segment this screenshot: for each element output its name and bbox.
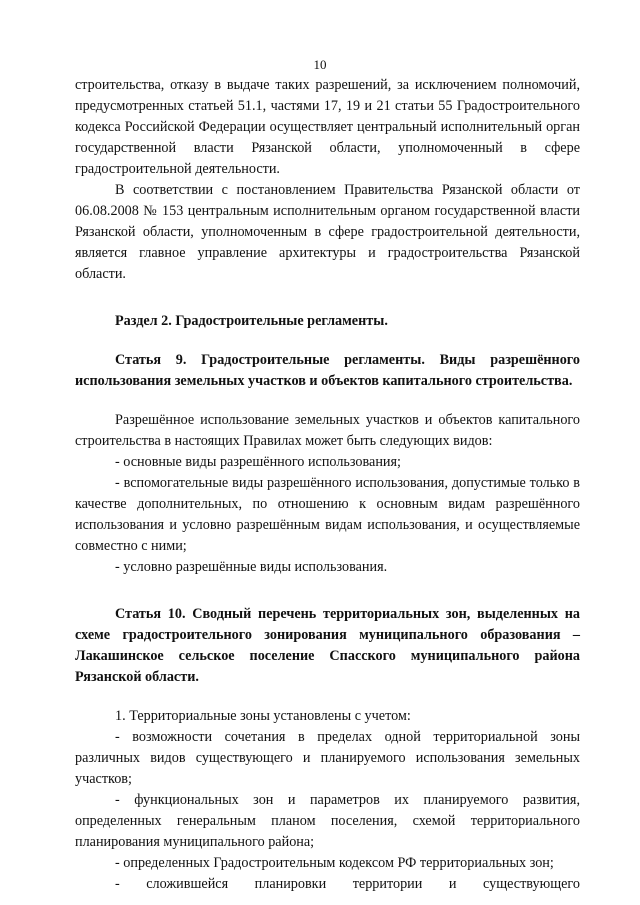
paragraph-permitted-use: Разрешённое использование земельных участков и объектов капитального строительства в настоящих Правилах может быть следующих видов:: [75, 412, 580, 449]
paragraph-continuation: строительства, отказу в выдаче таких разрешений, за исключением полномочий, предусмотренных статьей 51.1, частями 17, 19 и 21 статьи 55 Градостроительного кодекса Российской Федерации осуществляет центральный исполнительный орган государственной власти Рязанской области, уполномоченный в сфере градостроительной деятельности.: [75, 77, 580, 177]
list-item: - условно разрешённые виды использования.: [115, 559, 388, 575]
page-number: 10: [313, 57, 327, 72]
section-heading: Раздел 2. Градостроительные регламенты.: [115, 313, 388, 329]
paragraph-resolution: В соответствии с постановлением Правительства Рязанской области от 06.08.2008 № 153 центральным исполнительным органом государственной власти Рязанской области, уполномоченным в сфере градостроительной деятельности, является главное управление архитектуры и градостроительства Рязанской области.: [75, 182, 580, 282]
list-item: - вспомогательные виды разрешённого использования, допустимые только в качестве дополнительных, по отношению к основным видам разрешённого использования и условно разрешённым видам использования, и осуществляемые совместно с ними;: [75, 475, 580, 554]
document-body: [75, 75, 580, 895]
article-9-heading: Статья 9. Градостроительные регламенты. Виды разрешённого использования земельных участков и объектов капитального строительства.: [75, 352, 580, 389]
list-item: - возможности сочетания в пределах одной территориальной зоны различных видов существующего и планируемого использования земельных участков;: [75, 729, 580, 787]
list-item: - функциональных зон и параметров их планируемого развития, определенных генеральным планом поселения, схемой территориального планирования муниципального района;: [75, 792, 580, 850]
list-item: - определенных Градостроительным кодексом РФ территориальных зон;: [115, 855, 554, 871]
list-item: - сложившейся планировки территории и существующего: [115, 876, 580, 892]
article-10-heading: Статья 10. Сводный перечень территориальных зон, выделенных на схеме градостроительного зонирования муниципального образования – Лакашинское сельское поселение Спасского муниципального района Рязанской области.: [75, 606, 580, 685]
paragraph-zones: 1. Территориальные зоны установлены с учетом:: [115, 708, 411, 724]
list-item: - основные виды разрешённого использования;: [115, 454, 401, 470]
